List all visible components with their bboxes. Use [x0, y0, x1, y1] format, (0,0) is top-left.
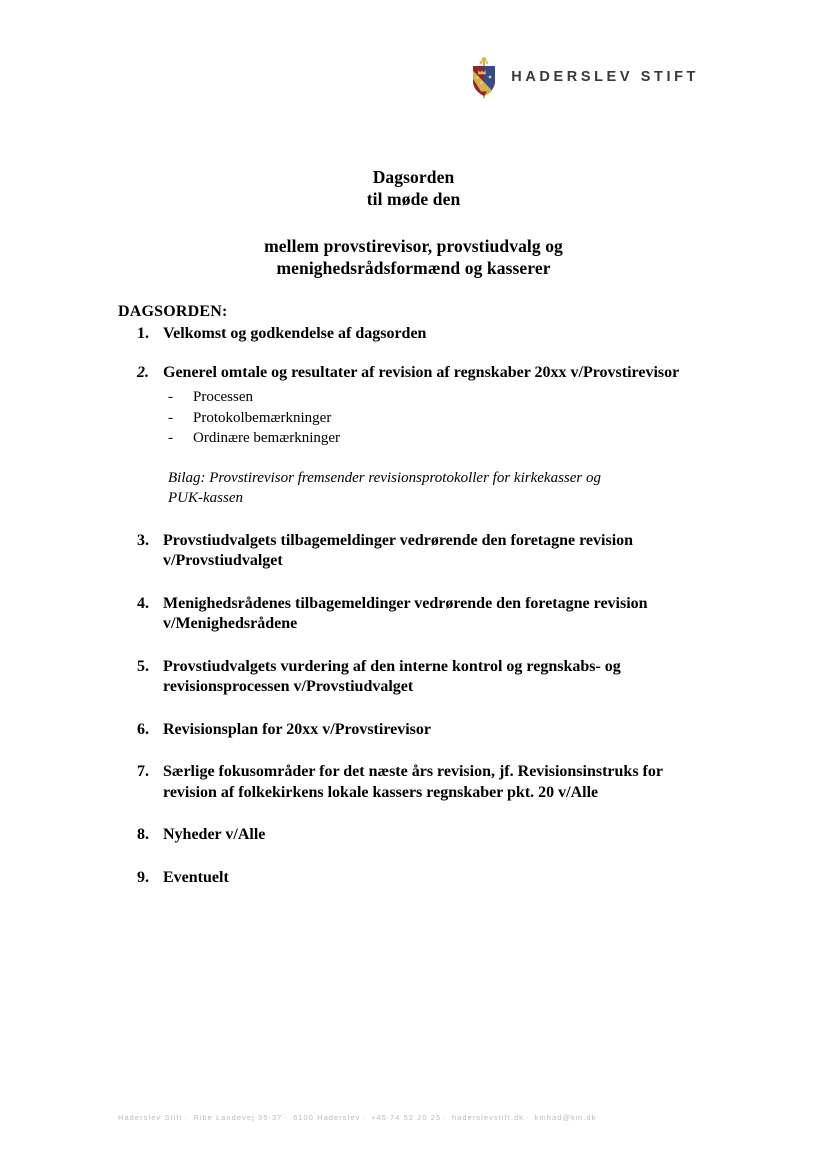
- agenda-section: [118, 302, 718, 910]
- agenda-item-text: Nyheder v/Alle: [163, 826, 266, 843]
- footer-separator: ·: [184, 1113, 189, 1122]
- footer-separator: ·: [362, 1113, 366, 1122]
- agenda-sub-item: [163, 428, 718, 449]
- dash-bullet-icon: -: [168, 409, 173, 426]
- agenda-item-number: 4.: [137, 594, 149, 612]
- footer-separator: ·: [284, 1113, 288, 1122]
- agenda-item-number: 2.: [137, 363, 149, 381]
- agenda-item-text: Provstiudvalgets vurdering af den interne kontrol og regnskabs- og revisionsprocessen v/Provstiudvalget: [163, 657, 621, 695]
- footer-city: 6100 Haderslev: [293, 1113, 361, 1122]
- agenda-item-text: Særlige fokusområder for det næste års revision, jf. Revisionsinstruks for revision af folkekirkens lokale kassers regnskaber pkt. 20 v/Alle: [163, 763, 663, 801]
- footer-organisation: Haderslev Stift: [118, 1113, 183, 1122]
- agenda-item: [118, 762, 718, 803]
- footer-separator: ·: [525, 1113, 530, 1122]
- agenda-item: [118, 825, 718, 846]
- agenda-item: [118, 594, 718, 635]
- agenda-sub-item-text: Processen: [193, 389, 253, 405]
- agenda-item-text: Revisionsplan for 20xx v/Provstirevisor: [163, 720, 431, 738]
- agenda-item: [118, 720, 718, 741]
- haderslev-stift-crest-icon: [470, 55, 498, 100]
- title-line-2: til møde den: [366, 188, 461, 209]
- agenda-sub-item: [163, 387, 718, 408]
- page-footer: [118, 1113, 596, 1122]
- dash-bullet-icon: -: [168, 430, 173, 446]
- title-line-3: mellem provstirevisor, provstiudvalg og: [264, 236, 563, 256]
- agenda-item-number: 5.: [137, 657, 149, 675]
- title-spacer: [0, 210, 827, 236]
- agenda-sub-item-text: Protokolbemærkninger: [193, 409, 332, 426]
- agenda-item-text: Menighedsrådenes tilbagemeldinger vedrørende den foretagne revision v/Menighedsrådene: [163, 594, 648, 632]
- letterhead: [470, 55, 699, 100]
- agenda-item-number: 1.: [137, 325, 149, 342]
- title-line-1: Dagsorden: [372, 167, 455, 187]
- agenda-item-number: 6.: [137, 720, 149, 738]
- agenda-item-number: 8.: [137, 826, 149, 843]
- agenda-sub-list: [163, 387, 718, 449]
- footer-separator: ·: [443, 1113, 447, 1122]
- agenda-item: [118, 531, 718, 572]
- agenda-item-number: 3.: [137, 531, 149, 549]
- agenda-sub-item-text: Ordinære bemærkninger: [193, 430, 341, 446]
- agenda-item: [118, 868, 718, 889]
- agenda-item-note: Bilag: Provstirevisor fremsender revisionsprotokoller for kirkekasser og PUK-kassen: [168, 469, 601, 506]
- agenda-item-text: Velkomst og godkendelse af dagsorden: [163, 325, 427, 342]
- dash-bullet-icon: -: [168, 389, 173, 405]
- agenda-item: [118, 324, 718, 345]
- footer-address: Ribe Landevej 35-37: [193, 1113, 283, 1122]
- agenda-item-text: Provstiudvalgets tilbagemeldinger vedrørende den foretagne revision v/Provstiudvalget: [163, 531, 634, 569]
- footer-email-link[interactable]: kmhad@km.dk: [534, 1113, 597, 1122]
- agenda-item: [118, 363, 718, 509]
- agenda-item-text: Generel omtale og resultater af revision af regnskaber 20xx v/Provstirevisor: [163, 363, 680, 381]
- agenda-item-number: 9.: [137, 868, 149, 886]
- agenda-sub-item: [163, 408, 718, 429]
- agenda-heading: DAGSORDEN:: [118, 303, 228, 320]
- agenda-item-text: Eventuelt: [163, 868, 229, 886]
- agenda-list: [118, 324, 718, 888]
- letterhead-wordmark: HADERSLEV STIFT: [511, 69, 699, 86]
- document-title: [0, 167, 827, 279]
- footer-phone: +45 74 52 20 25: [371, 1113, 442, 1122]
- title-line-4: menighedsrådsformænd og kasserer: [276, 257, 551, 278]
- agenda-item: [118, 657, 718, 698]
- footer-website-link[interactable]: haderslevstift.dk: [451, 1113, 524, 1122]
- agenda-item-number: 7.: [137, 763, 149, 780]
